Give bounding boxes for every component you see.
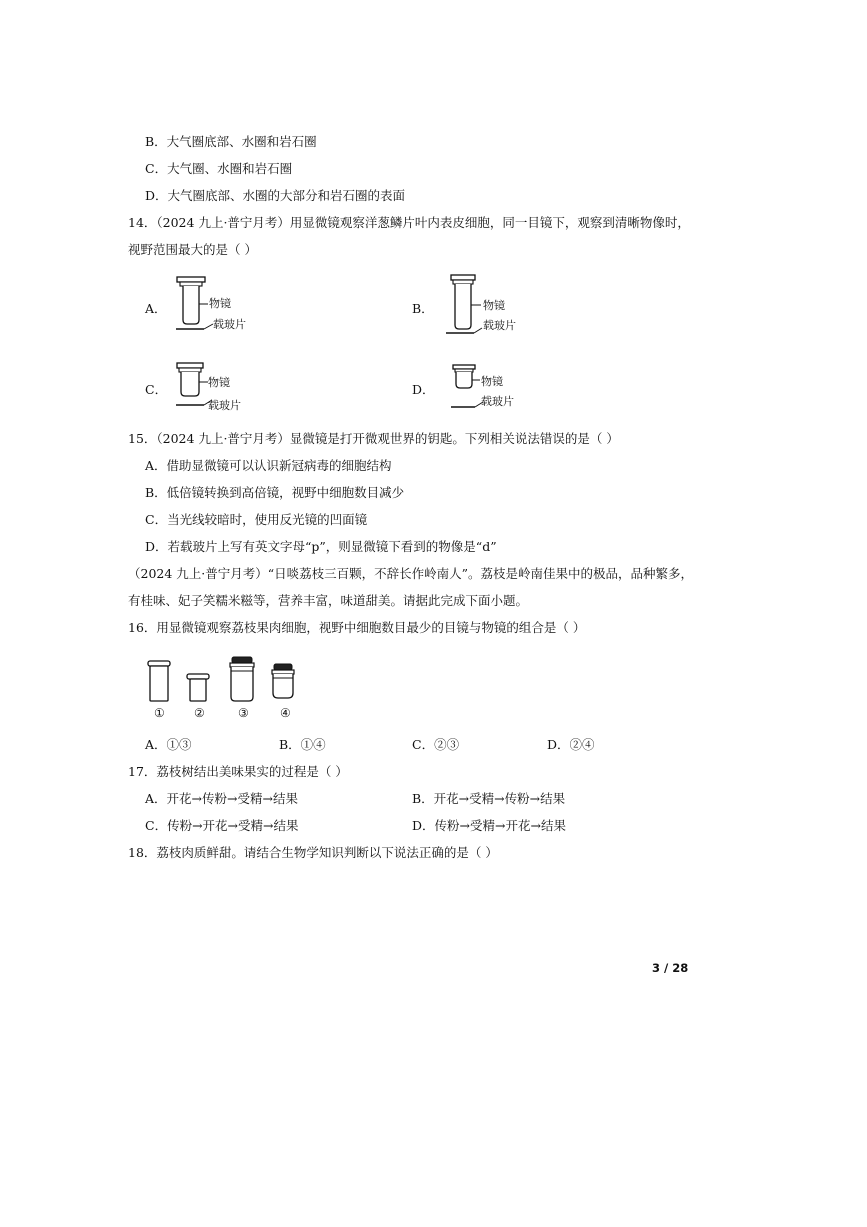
q13-option-c: C．大气圈、水圈和岩石圈 [145, 161, 293, 176]
q16-lens-3-label: ③ [238, 706, 249, 720]
q14-d-objective-label: 物镜 [481, 375, 503, 388]
q17-stem: 17．荔枝树结出美味果实的过程是（ ） [128, 764, 348, 779]
q14-option-a-letter: A． [145, 301, 167, 316]
q16-option-a: A．①③ [145, 737, 192, 752]
q14-b-slide-label: 载玻片 [483, 319, 516, 332]
q13-option-d: D．大气圈底部、水圈的大部分和岩石圈的表面 [145, 188, 406, 203]
q13-option-b: B．大气圈底部、水圈和岩石圈 [145, 134, 317, 149]
q14-a-objective-label: 物镜 [209, 297, 231, 310]
page-number: 3 / 28 [652, 961, 689, 975]
q18-stem: 18．荔枝肉质鲜甜。请结合生物学知识判断以下说法正确的是（ ） [128, 845, 498, 860]
q16-lens-4-label: ④ [280, 706, 291, 720]
q15-stem: 15．（2024 九上·普宁月考）显微镜是打开微观世界的钥匙。下列相关说法错误的是（ ） [128, 431, 619, 446]
q17-option-b: B．开花→受精→传粉→结果 [412, 791, 566, 806]
q14-c-objective-label: 物镜 [208, 376, 230, 389]
q16-lens-1-label: ① [154, 706, 165, 720]
passage-line1: （2024 九上·普宁月考）“日啖荔枝三百颗，不辞长作岭南人”。荔枝是岭南佳果中的极品，品种繁多， [128, 566, 694, 581]
q17-option-a: A．开花→传粉→受精→结果 [145, 791, 298, 806]
q16-lens-1-icon [148, 661, 170, 701]
q16-option-d: D．②④ [547, 737, 595, 752]
q16-lens-3-icon [230, 657, 254, 701]
q14-c-slide-label: 载玻片 [208, 399, 241, 412]
q17-option-d: D．传粉→受精→开花→结果 [412, 818, 566, 833]
q17-option-c: C．传粉→开花→受精→结果 [145, 818, 299, 833]
q14-option-d-letter: D． [412, 382, 435, 397]
q16-option-b: B．①④ [279, 737, 326, 752]
q15-option-b: B．低倍镜转换到高倍镜，视野中细胞数目减少 [145, 485, 405, 500]
q16-lens-4-icon [272, 664, 294, 698]
q14-a-slide-label: 载玻片 [213, 318, 246, 331]
q16-option-c: C．②③ [412, 737, 460, 752]
q14-stem-line1: 14．（2024 九上·普宁月考）用显微镜观察洋葱鳞片叶内表皮细胞，同一目镜下，观察到清晰物像时， [128, 215, 690, 230]
q14-d-slide-label: 载玻片 [481, 395, 514, 408]
passage-line2: 有桂味、妃子笑糯米糍等，营养丰富，味道甜美。请据此完成下面小题。 [128, 593, 529, 608]
q15-option-a: A．借助显微镜可以认识新冠病毒的细胞结构 [145, 458, 392, 473]
q16-lens-2-label: ② [194, 706, 205, 720]
q14-option-b-letter: B． [412, 301, 434, 316]
q14-b-objective-label: 物镜 [483, 299, 505, 312]
q15-option-c: C．当光线较暗时，使用反光镜的凹面镜 [145, 512, 368, 527]
q16-lens-diagrams [140, 655, 320, 707]
q16-stem: 16．用显微镜观察荔枝果肉细胞，视野中细胞数目最少的目镜与物镜的组合是（ ） [128, 620, 586, 635]
q16-lens-2-icon [187, 674, 209, 701]
q15-option-d: D．若载玻片上写有英文字母“p”，则显微镜下看到的物像是“d” [145, 539, 497, 554]
q14-stem-line2: 视野范围最大的是（ ） [128, 242, 257, 257]
q14-option-c-letter: C． [145, 382, 168, 397]
